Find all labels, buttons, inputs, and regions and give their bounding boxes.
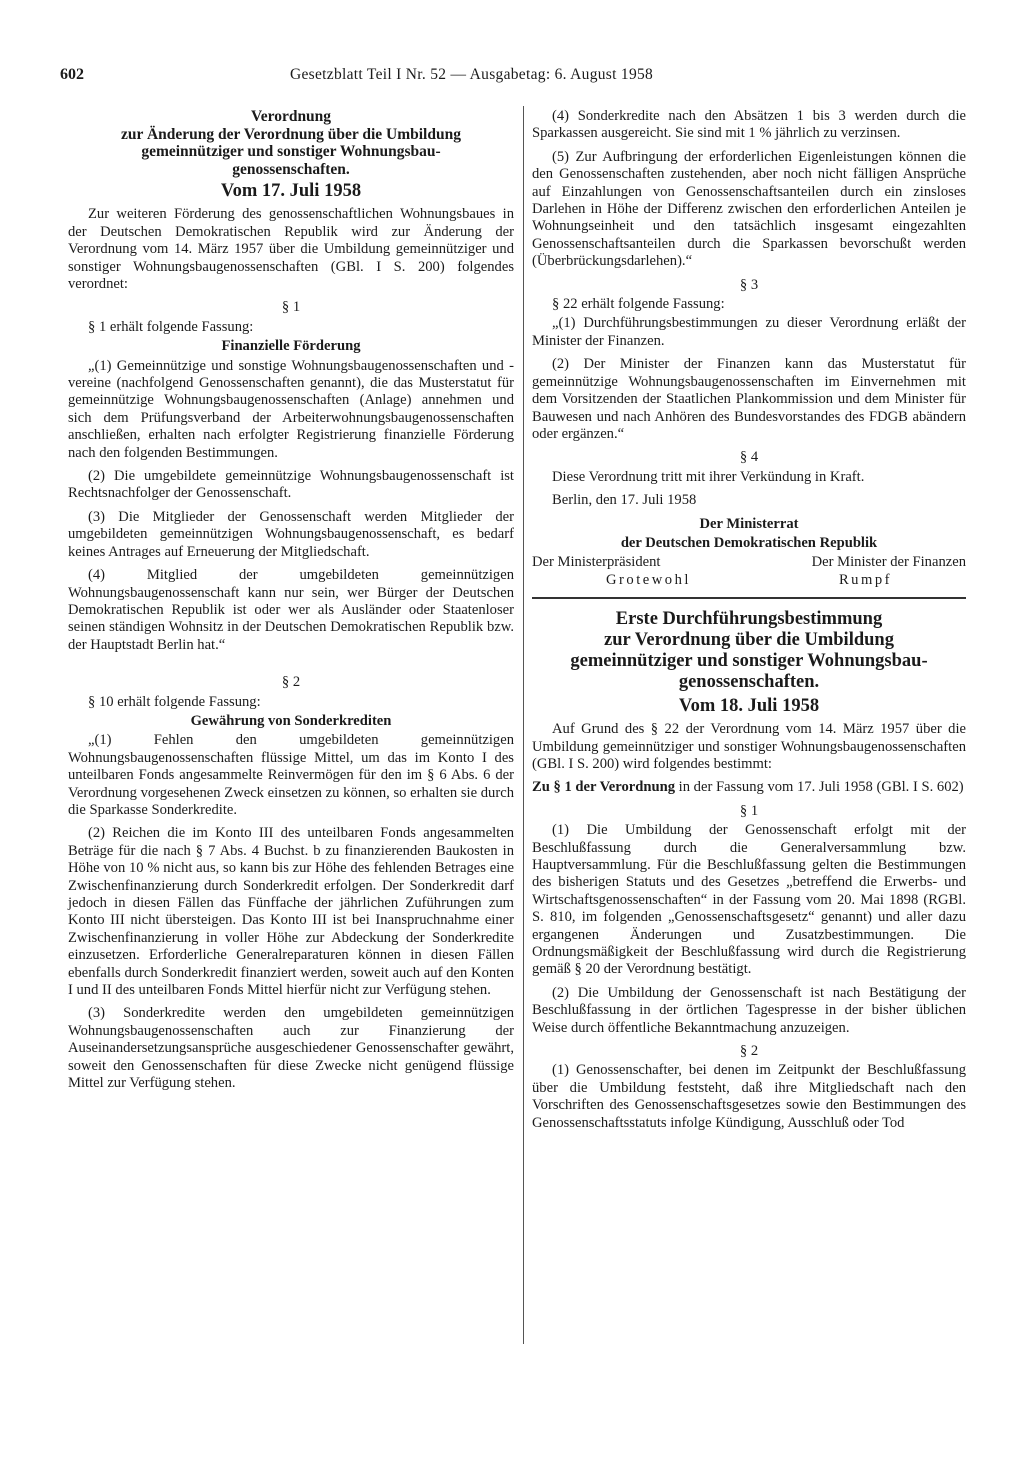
role-finance-minister: Der Minister der Finanzen [811,554,966,571]
section-2-paragraph-2: (2) Reichen die im Konto III des unteilbaren Fonds angesammelten Beträge für die nach § 7 Abs. 4 Buchst. b zu finanzierenden Baukosten in Höhe von 10 % nicht aus, so kann bis zur Höhe des fehlenden Betrages eine Zwischenfinanzierung durch Sonderkredit erfolgen. Der Sonderkredit darf jedoch in diesen Fällen das Fünffache der jährlichen Zuführungen zum Konto III nicht übersteigen. Das Konto III ist bei Inanspruchnahme einer Zwischenfinanzierung in voller Höhe zur Abdeckung der Sonderkredite einzusetzen. Erforderliche Generalreparaturen können in diesen Fällen ebenfalls durch Sonderkredit finanziert werden, soweit auch auf den Konten I und II des unteilbaren Fonds Mittel hierfür nicht zur Verfügung stehen. [68,825,514,999]
reference-rest: in der Fassung vom 17. Juli 1958 (GBl. I S. 602) [675,779,964,796]
title-line: zur Verordnung über die Umbildung [604,630,894,651]
title-line: genossenschaften. [678,672,820,693]
implementing-provision-date: Vom 18. Juli 1958 [678,696,820,717]
section-2-heading: Gewährung von Sonderkrediten [190,712,392,729]
section-2-lead: § 10 erhält folgende Fassung: [88,693,261,710]
implementing-provision-title [532,609,966,693]
title-line: gemeinnütziger und sonstiger Wohnungsbau- [141,143,441,161]
provision-1-paragraph-2: (2) Die Umbildung der Genossenschaft ist nach Bestätigung der Beschlußfassung in der örtlichen Tagespresse in der bisher üblichen Weise durch öffentliche Bekanntmachung anzuzeigen. [532,984,966,1036]
paragraph-5: (5) Zur Aufbringung der erforderlichen Eigenleistungen können die den Genossenschaften zustehenden, aber noch nicht fälligen Ansprüche auf Einzahlungen von Genossenschaftsanteilen durch ein zinsloses Darlehen in Höhe der Differenz zwischen den erforderlichen Anteilen je Wohnungseinheit und den tatsächlich insgesamt eingezahlten Genossenschaftsanteilen durch die Sparkassen bevorschußt werden (Überbrückungsdarlehen).“ [532,148,966,270]
signatory-grotewohl: Grotewohl [606,571,691,588]
provision-1-label: § 1 [739,802,759,819]
section-1-paragraph-2: (2) Die umgebildete gemeinnützige Wohnungsbaugenossenschaft ist Rechtsnachfolger der Genossenschaft. [68,468,514,502]
ordinance-title [68,108,514,178]
section-1-paragraph-1: „(1) Gemeinnützige und sonstige Wohnungsbaugenossenschaften und -vereine (nachfolgend Genossenschaften genannt), die das Musterstatut für gemeinnützige Wohnungsbaugenossenschaften (Anlage) annehmen und sich dem Prüfungsverband der Arbeiterwohnungsbaugenossenschaften anschließen, erhalten nach erfolgter Registrierung finanzielle Förderung nach den folgenden Bestimmungen. [68,357,514,461]
signatory-roles [532,554,966,571]
ordinance-date: Vom 17. Juli 1958 [220,181,362,202]
section-3-lead: § 22 erhält folgende Fassung: [552,296,725,313]
preamble: Zur weiteren Förderung des genossenschaftlichen Wohnungsbaues in der Deutschen Demokratischen Republik wird zur Änderung der Verordnung vom 14. März 1957 über die Umbildung gemeinnütziger und sonstiger Wohnungsbaugenossenschaften (GBl. I S. 200) folgendes verordnet: [68,206,514,292]
provision-1-paragraph-1: (1) Die Umbildung der Genossenschaft erfolgt mit der Beschlußfassung durch die Generalversammlung bzw. Hauptversammlung. Für die Beschlußfassung gelten die Bestimmungen des bisherigen Statuts und des Gesetzes „betreffend die Erwerbs- und Wirtschaftsgenossenschaften“ in der Fassung vom 20. Mai 1898 (RGBl. S. 810, im folgenden „Genossenschaftsgesetz“ genannt) und aller dazu ergangenen Änderungen und Zusatzbestimmungen. Die Ordnungsmäßigkeit der Beschlußfassung wird durch die Registrierung gemäß § 20 der Verordnung bestätigt. [532,822,966,978]
page-header [60,66,970,88]
title-line: Erste Durchführungsbestimmung [615,609,883,630]
signatory-names [532,572,966,589]
section-1-heading: Finanzielle Förderung [221,338,361,355]
section-1-paragraph-4: (4) Mitglied der umgebildeten gemeinnützigen Wohnungsbaugenossenschaft kann nur sein, wer Bürger der Deutschen Demokratischen Republik ist oder wer als Ausländer oder Staatenloser seinen ständigen Wohnsitz in der Deutschen Demokratischen Republik bzw. der Hauptstadt Berlin hat.“ [68,567,514,653]
right-column [532,108,966,1138]
left-column [68,108,514,1098]
section-4-paragraph: Diese Verordnung tritt mit ihrer Verkündung in Kraft. [552,468,865,485]
section-4-label: § 4 [739,449,759,466]
column-divider [523,106,524,1344]
paragraph-4: (4) Sonderkredite nach den Absätzen 1 bis 3 werden durch die Sparkassen ausgereicht. Sie sind mit 1 % jährlich zu verzinsen. [532,108,966,142]
title-line: zur Änderung der Verordnung über die Umbildung [121,125,461,143]
role-prime-minister: Der Ministerpräsident [532,554,661,571]
place-and-date: Berlin, den 17. Juli 1958 [552,492,697,509]
reference-bold: Zu § 1 der Verordnung [532,779,676,796]
title-line: gemeinnütziger und sonstiger Wohnungsbau- [570,651,928,672]
gazette-header-title: Gesetzblatt Teil I Nr. 52 — Ausgabetag: 6. August 1958 [290,66,654,83]
section-rule [532,597,966,599]
section-3-paragraph-1: „(1) Durchführungsbestimmungen zu dieser Verordnung erläßt der Minister der Finanzen. [532,315,966,349]
title-line: Verordnung [250,108,332,125]
section-1-paragraph-3: (3) Die Mitglieder der Genossenschaft werden Mitglieder der umgebildeten gemeinnützigen Wohnungsbaugenossenschaft, es bedarf keines Antrages auf Erneuerung der Mitgliedschaft. [68,508,514,560]
provision-2-paragraph-1: (1) Genossenschafter, bei denen im Zeitpunkt der Beschlußfassung über die Umbildung feststeht, daß ihre Mitgliedschaft nach den Vorschriften des Genossenschaftsgesetzes sowie den Bestimmungen des Genossenschaftsstatuts infolge Kündigung, Ausschluß oder Tod [532,1062,966,1131]
council-line-1: Der Ministerrat [699,515,799,532]
section-2-paragraph-1: „(1) Fehlen den umgebildeten gemeinnützigen Wohnungsbaugenossenschaften flüssige Mittel, um das im Konto I des unteilbaren Fonds angesammelte Reinvermögen für den im § 6 Abs. 6 der Verordnung vorgesehenen Zweck einsetzen zu können, so erhalten sie durch die Sparkasse Sonderkredite. [68,732,514,818]
provision-2-label: § 2 [739,1043,759,1060]
page-number: 602 [60,66,84,83]
section-1-label: § 1 [281,299,301,316]
section-3-paragraph-2: (2) Der Minister der Finanzen kann das Musterstatut für gemeinnützige Wohnungsbaugenossenschaften im Einvernehmen mit dem Vorsitzenden der Staatlichen Plankommission und dem Minister für Bauwesen und nach Anhören des Bundesvorstandes des FDGB abändern oder ergänzen.“ [532,356,966,442]
section-2-paragraph-3: (3) Sonderkredite werden den umgebildeten gemeinnützigen Wohnungsbaugenossenschaften auch zur Finanzierung der Auseinandersetzungsansprüche ausgeschiedener Genossenschafter gewährt, soweit den Genossenschaften für diese Zwecke nicht genügend flüssige Mittel zur Verfügung stehen. [68,1005,514,1092]
spacer [68,660,514,674]
title-line: genossenschaften. [232,160,350,178]
reference-line [532,779,966,796]
section-1-lead: § 1 erhält folgende Fassung: [88,318,254,335]
implementing-preamble: Auf Grund des § 22 der Verordnung vom 14. März 1957 über die Umbildung gemeinnütziger und sonstiger Wohnungsbaugenossenschaften (GBl. I S. 200) wird folgendes bestimmt: [532,721,966,772]
signatory-rumpf: Rumpf [838,571,892,588]
council-line-2: der Deutschen Demokratischen Republik [620,534,878,551]
section-3-label: § 3 [739,276,759,293]
section-2-label: § 2 [281,674,301,691]
